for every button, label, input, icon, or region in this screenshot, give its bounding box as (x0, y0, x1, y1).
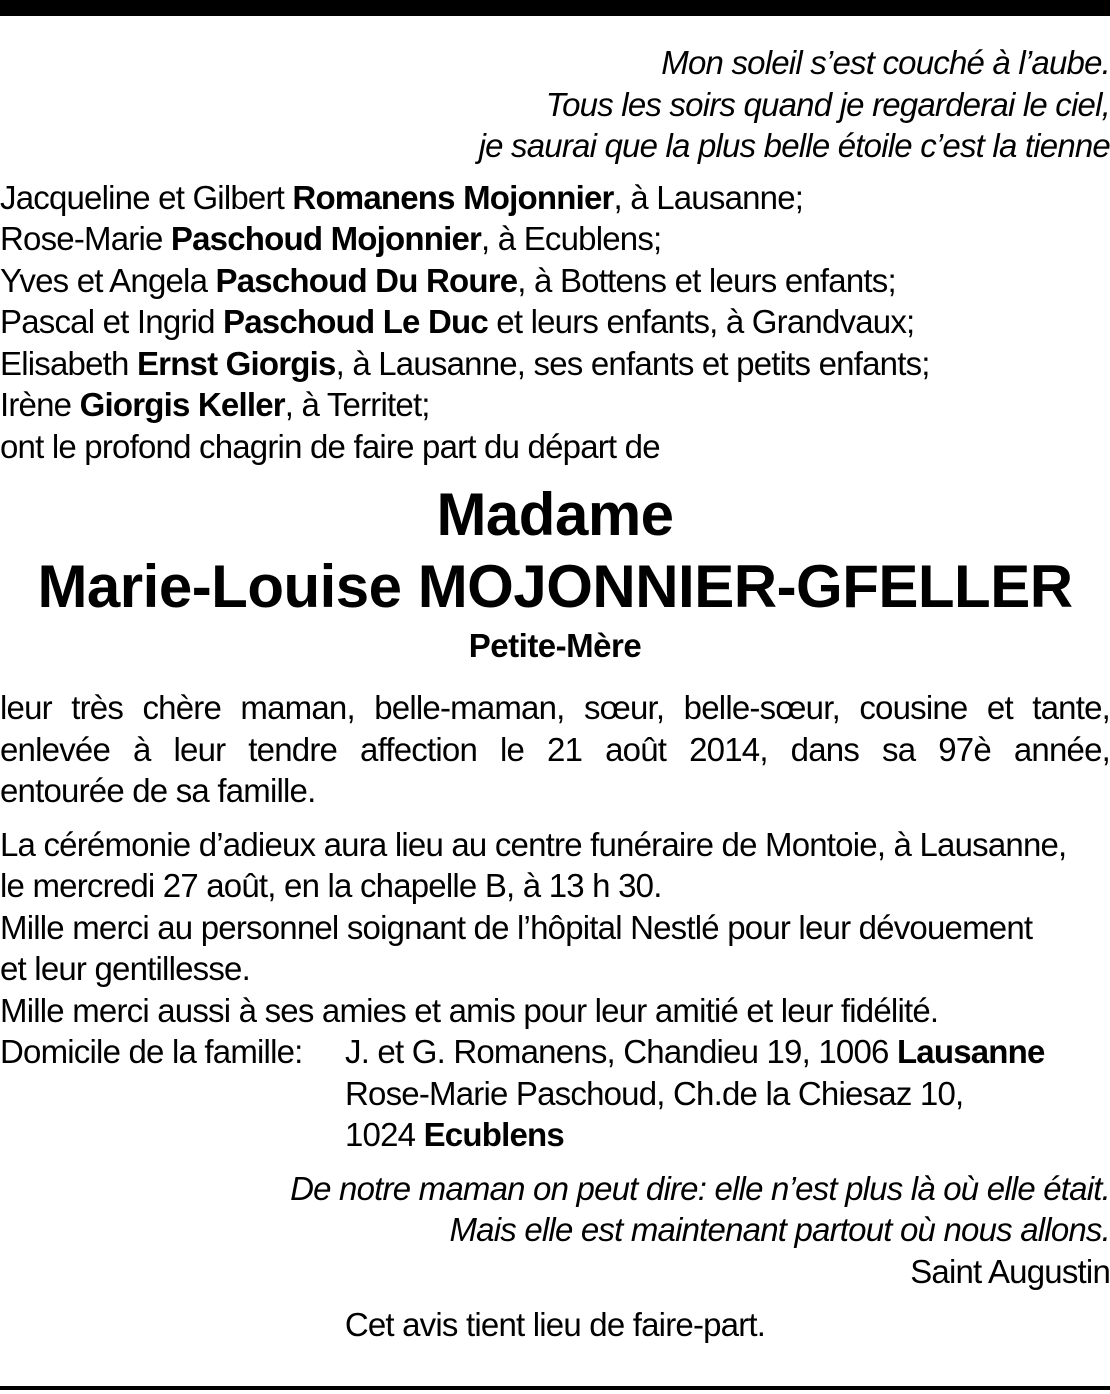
domicile-row (0, 1031, 1110, 1073)
bottom-rule (0, 1386, 1110, 1390)
domicile-city: Ecublens (423, 1116, 564, 1153)
family-location: et leurs enfants, à Grandvaux; (487, 303, 915, 340)
relation-line: leur très chère maman, belle-maman, sœur, belle-sœur, cousine et tante, (0, 689, 1110, 726)
deceased-name: Marie-Louise MOJONNIER-GFELLER (37, 553, 1073, 620)
obituary-notice (0, 42, 1110, 1346)
relation-line: entourée de sa famille. (0, 772, 316, 809)
family-surname: Paschoud Mojonnier (170, 220, 482, 257)
quote-author: Saint Augustin (910, 1252, 1110, 1290)
epigraph (0, 42, 1110, 167)
epigraph-line: Tous les soirs quand je regarderai le ciel, (545, 85, 1110, 123)
epigraph-line: je saurai que la plus belle étoile c’est la tienne (478, 127, 1110, 164)
family-surname: Paschoud Le Duc (223, 303, 488, 340)
family-entry (0, 301, 1110, 343)
ceremony-line: Mille merci au personnel soignant de l’hôpital Nestlé pour leur dévouement (0, 908, 1033, 946)
domicile-block (0, 1031, 1110, 1156)
family-entry (0, 384, 1110, 426)
family-first-names: Irène (0, 386, 80, 423)
family-surname: Romanens Mojonnier (292, 178, 614, 216)
ceremony-line: Mille merci aussi à ses amies et amis pour leur amitié et leur fidélité. (0, 991, 939, 1029)
family-location: , à Lausanne, ses enfants et petits enfants; (335, 344, 930, 382)
top-rule (0, 0, 1110, 16)
family-first-names: Yves et Angela (0, 261, 216, 299)
ceremony-line: le mercredi 27 août, en la chapelle B, à 13 h 30. (0, 867, 662, 904)
deceased-title: Madame (436, 481, 674, 548)
family-first-names: Rose-Marie (0, 220, 171, 257)
family-location: , à Ecublens; (481, 220, 662, 257)
domicile-label: Domicile de la famille: (0, 1033, 303, 1070)
epigraph-line: Mon soleil s’est couché à l’aube. (661, 44, 1110, 81)
relation-paragraph (0, 687, 1110, 812)
family-surname: Paschoud Du Roure (215, 261, 518, 299)
family-entry (0, 260, 1110, 302)
deceased-nickname: Petite-Mère (468, 627, 642, 664)
family-first-names: Pascal et Ingrid (0, 303, 224, 340)
family-entry (0, 177, 1110, 219)
domicile-address: Rose-Marie Paschoud, Ch.de la Chiesaz 10, (345, 1074, 964, 1112)
domicile-address: 1024 Ecublens (345, 1116, 564, 1153)
family-location: , à Territet; (284, 386, 430, 423)
domicile-address: J. et G. Romanens, Chandieu 19, 1006 Lausanne (345, 1033, 1045, 1070)
deceased-name-block (0, 479, 1110, 669)
family-surname: Ernst Giorgis (136, 344, 336, 382)
family-surname: Giorgis Keller (79, 386, 285, 423)
quote-line: De notre maman on peut dire: elle n’est plus là où elle était. (290, 1169, 1110, 1207)
family-list (0, 177, 1110, 468)
family-first-names: Jacqueline et Gilbert (0, 178, 293, 216)
quote-line: Mais elle est maintenant partout où nous allons. (449, 1211, 1110, 1248)
family-entry (0, 343, 1110, 385)
family-location: , à Bottens et leurs enfants; (517, 261, 896, 299)
relation-line: enlevée à leur tendre affection le 21 août 2014, dans sa 97è année, (0, 730, 1110, 768)
family-location: , à Lausanne; (613, 178, 804, 216)
ceremony-line: et leur gentillesse. (0, 950, 250, 987)
closing-quote (0, 1168, 1110, 1293)
announce-text: ont le profond chagrin de faire part du départ de (0, 427, 660, 465)
family-entry (0, 218, 1110, 260)
domicile-city: Lausanne (896, 1033, 1045, 1070)
footer-note: Cet avis tient lieu de faire-part. (344, 1306, 766, 1343)
family-first-names: Elisabeth (0, 344, 137, 382)
ceremony-line: La cérémonie d’adieux aura lieu au centre funéraire de Montoie, à Lausanne, (0, 825, 1067, 863)
ceremony-paragraph (0, 824, 1110, 1032)
